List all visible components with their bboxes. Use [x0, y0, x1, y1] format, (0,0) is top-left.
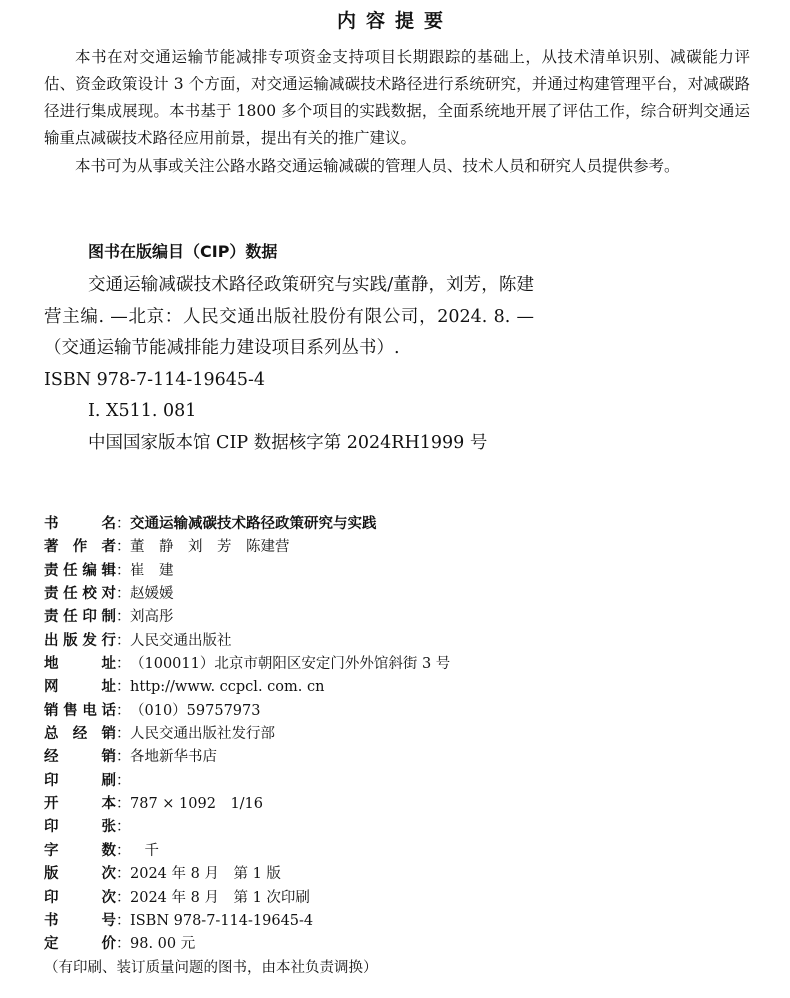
info-label: 定 价: [44, 936, 116, 953]
info-value: 2024 年 8 月 第 1 次印刷: [130, 889, 310, 906]
info-value: 赵媛媛: [130, 586, 174, 603]
info-row: [44, 583, 764, 606]
info-value: ISBN 978-7-114-19645-4: [130, 912, 314, 929]
info-value: 98. 00 元: [130, 936, 196, 953]
info-label: 销 售 电 话: [44, 702, 116, 719]
info-label: 责 任 印 制: [44, 609, 116, 626]
info-label: 网 址: [44, 679, 116, 696]
info-row: [44, 746, 764, 769]
info-label: 责 任 编 辑: [44, 562, 116, 579]
info-colon: ：: [116, 679, 131, 696]
info-colon: ：: [116, 562, 131, 579]
info-colon: ：: [116, 889, 131, 906]
info-value: （010）59757973: [130, 702, 261, 719]
info-label: 出 版 发 行: [44, 632, 116, 649]
info-row: [44, 606, 764, 629]
cip-number: 中国国家版本馆 CIP 数据核字第 2024RH1999 号: [88, 432, 488, 453]
info-label: 印 刷: [44, 772, 116, 789]
cip-entry: 交通运输减碳技术路径政策研究与实践/董静，刘芳，陈建营主编. —北京：人民交通出版社股份有限公司，2024. 8. —（交通运输节能减排能力建设项目系列丛书）.: [44, 275, 534, 358]
info-row: [44, 536, 764, 559]
quality-note: （有印刷、装订质量问题的图书，由本社负责调换）: [44, 959, 378, 976]
info-colon: ：: [116, 936, 131, 953]
info-value: 董 静 刘 芳 陈建营: [130, 539, 290, 556]
info-value: 崔 建: [130, 562, 174, 579]
info-value: 交通运输减碳技术路径政策研究与实践: [130, 516, 377, 532]
info-row: [44, 513, 764, 536]
publication-info: [44, 513, 764, 980]
info-value: （100011）北京市朝阳区安定门外外馆斜街 3 号: [130, 656, 451, 673]
info-row: [44, 887, 764, 910]
info-row: [44, 560, 764, 583]
info-colon: ：: [116, 516, 131, 532]
info-colon: ：: [116, 842, 131, 859]
info-row: [44, 910, 764, 933]
summary-paragraph: 本书在对交通运输节能减排专项资金支持项目长期跟踪的基础上，从技术清单识别、减碳能力评估、资金政策设计 3 个方面，对交通运输减碳技术路径进行系统研究，并通过构建管理平台，对减碳路径进行集成展现。本书基于 1800 多个项目的实践数据，全面系统地开展了评估工作，综合研判交通运输重点减碳技术路径应用前景，提出有关的推广建议。: [44, 48, 750, 147]
info-value: 人民交通出版社发行部: [130, 726, 275, 743]
info-row: [44, 816, 764, 839]
info-colon: ：: [116, 656, 131, 673]
info-value: 刘高彤: [130, 609, 174, 626]
info-colon: ：: [116, 796, 131, 813]
info-value: http://www. ccpcl. com. cn: [130, 679, 325, 696]
info-colon: ：: [116, 539, 131, 556]
info-colon: ：: [116, 772, 131, 789]
info-row: [44, 933, 764, 956]
info-colon: ：: [116, 819, 131, 836]
info-colon: ：: [116, 912, 131, 929]
info-value: 787 × 1092 1/16: [130, 796, 264, 813]
info-value: 各地新华书店: [130, 749, 217, 766]
info-row: [44, 723, 764, 746]
info-colon: ：: [116, 702, 131, 719]
info-colon: ：: [116, 749, 131, 766]
info-row: [44, 700, 764, 723]
info-label: 印 张: [44, 819, 116, 836]
info-row: [44, 863, 764, 886]
info-label: 责 任 校 对: [44, 586, 116, 603]
info-colon: ：: [116, 609, 131, 626]
cip-classification: Ⅰ. X511. 081: [88, 401, 197, 421]
cip-heading: 图书在版编目（CIP）数据: [88, 242, 278, 261]
info-row: [44, 676, 764, 699]
info-value: 人民交通出版社: [130, 632, 232, 649]
info-label: 经 销: [44, 749, 116, 766]
info-label: 版 次: [44, 866, 116, 883]
info-row: [44, 840, 764, 863]
summary-section: [44, 44, 750, 180]
info-label: 总 经 销: [44, 726, 116, 743]
info-label: 书 名: [44, 516, 116, 532]
info-row: [44, 630, 764, 653]
info-colon: ：: [116, 726, 131, 743]
info-value: 2024 年 8 月 第 1 版: [130, 866, 281, 883]
info-row: [44, 793, 764, 816]
info-label: 字 数: [44, 842, 116, 859]
summary-title: 内容提要: [336, 10, 453, 32]
summary-paragraph: 本书可为从事或关注公路水路交通运输减碳的管理人员、技术人员和研究人员提供参考。: [75, 157, 680, 175]
info-label: 地 址: [44, 656, 116, 673]
cip-isbn: ISBN 978-7-114-19645-4: [44, 369, 266, 390]
info-label: 开 本: [44, 796, 116, 813]
info-label: 著 作 者: [44, 539, 116, 556]
info-label: 印 次: [44, 889, 116, 906]
info-colon: ：: [116, 586, 131, 603]
info-colon: ：: [116, 632, 131, 649]
info-label: 书 号: [44, 912, 116, 929]
info-value: 千: [130, 842, 159, 859]
info-row: [44, 770, 764, 793]
info-colon: ：: [116, 866, 131, 883]
info-row: [44, 653, 764, 676]
cip-record: [44, 270, 534, 459]
